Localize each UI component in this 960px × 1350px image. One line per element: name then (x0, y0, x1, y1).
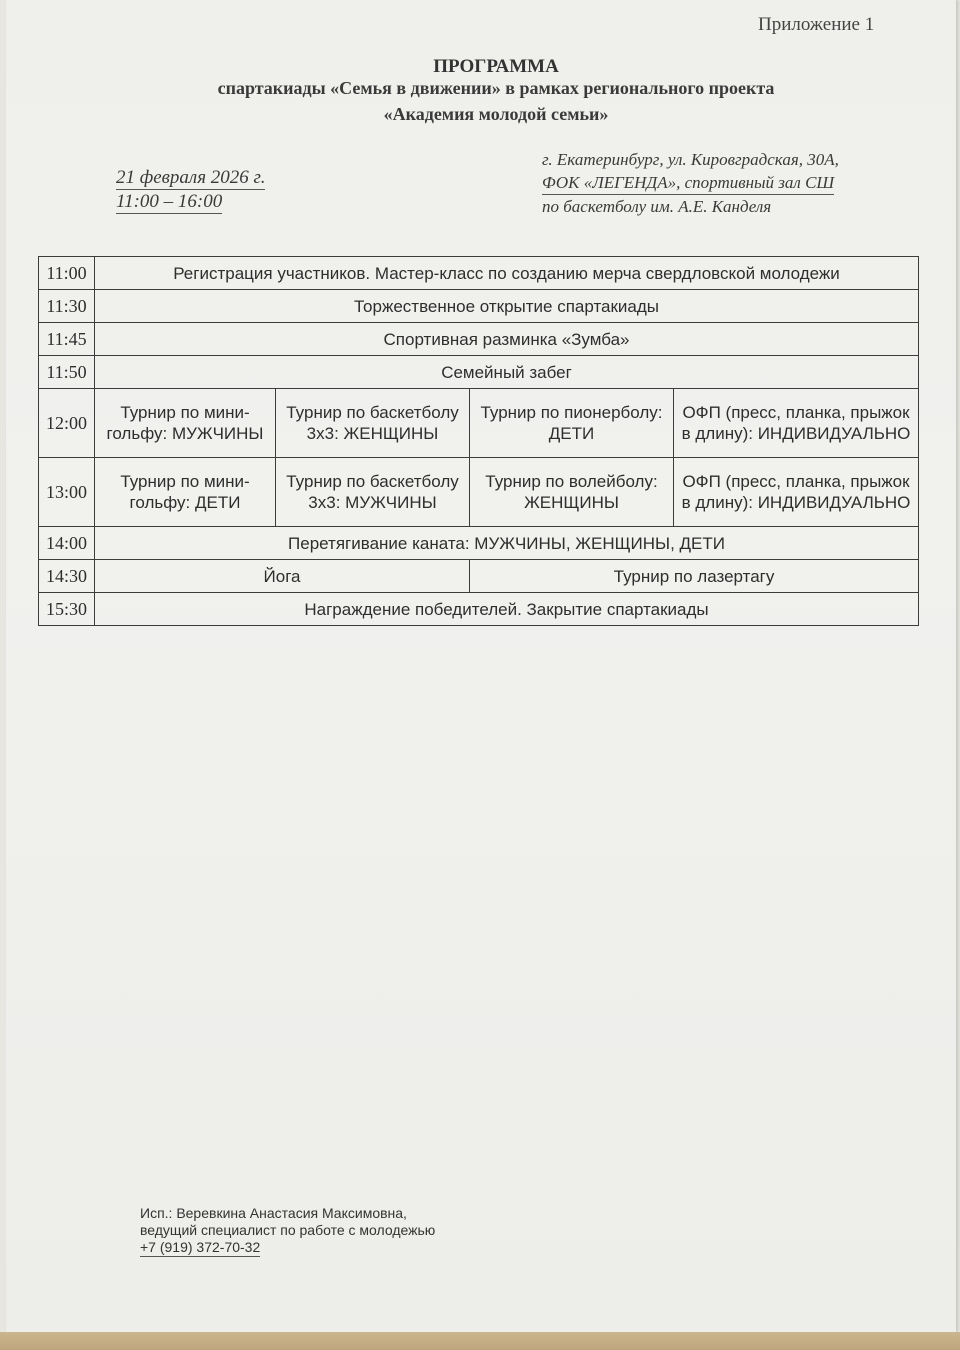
schedule-activity: Турнир по лазертагу (470, 560, 919, 593)
event-venue (542, 148, 902, 218)
executor-info (140, 1205, 435, 1257)
schedule-activity: Турнир по пионерболу: ДЕТИ (470, 389, 674, 458)
schedule-row (39, 560, 919, 593)
schedule-activity: Йога (95, 560, 470, 593)
schedule-activity: Турнир по волейболу: ЖЕНЩИНЫ (470, 458, 674, 527)
document-subtitle-line1: спартакиады «Семья в движении» в рамках регионального проекта (217, 78, 775, 98)
executor-position: ведущий специалист по работе с молодежью (140, 1222, 436, 1238)
schedule-row (39, 527, 919, 560)
schedule-time: 13:00 (39, 458, 95, 527)
schedule-activity: ОФП (пресс, планка, прыжок в длину): ИНДИВИДУАЛЬНО (674, 458, 919, 527)
executor-phone: +7 (919) 372-70-32 (140, 1239, 261, 1255)
schedule-row (39, 323, 919, 356)
schedule-time: 11:00 (39, 257, 95, 290)
document-title: ПРОГРАММА (433, 56, 559, 77)
document-subtitle-line2: «Академия молодой семьи» (383, 104, 609, 124)
schedule-row (39, 389, 919, 458)
schedule-activity: Спортивная разминка «Зумба» (95, 323, 919, 356)
schedule-time: 14:30 (39, 560, 95, 593)
document-page (6, 0, 956, 1332)
schedule-time: 15:30 (39, 593, 95, 626)
schedule-activity: Турнир по баскетболу 3x3: МУЖЧИНЫ (276, 458, 470, 527)
schedule-time: 11:50 (39, 356, 95, 389)
schedule-activity: Регистрация участников. Мастер-класс по созданию мерча свердловской молодежи (95, 257, 919, 290)
schedule-activity: ОФП (пресс, планка, прыжок в длину): ИНДИВИДУАЛЬНО (674, 389, 919, 458)
schedule-row (39, 356, 919, 389)
schedule-row (39, 458, 919, 527)
event-date-time (116, 166, 265, 214)
schedule-row (39, 257, 919, 290)
schedule-activity: Турнир по мини-гольфу: МУЖЧИНЫ (95, 389, 276, 458)
venue-line-1: г. Екатеринбург, ул. Кировградская, 30А, (542, 150, 839, 169)
event-date: 21 февраля 2026 г. (116, 167, 266, 188)
schedule-activity: Награждение победителей. Закрытие спартакиады (95, 593, 919, 626)
schedule-row (39, 593, 919, 626)
schedule-table (38, 256, 919, 626)
appendix-label: Приложение 1 (758, 14, 875, 35)
schedule-activity: Перетягивание каната: МУЖЧИНЫ, ЖЕНЩИНЫ, ДЕТИ (95, 527, 919, 560)
desk-surface (0, 1332, 960, 1350)
schedule-time: 11:45 (39, 323, 95, 356)
schedule-activity: Семейный забег (95, 356, 919, 389)
schedule-time: 14:00 (39, 527, 95, 560)
venue-line-3: по баскетболу им. А.Е. Канделя (542, 197, 772, 216)
executor-name: Исп.: Веревкина Анастасия Максимовна, (140, 1205, 407, 1221)
schedule-activity: Турнир по мини-гольфу: ДЕТИ (95, 458, 276, 527)
schedule-row (39, 290, 919, 323)
venue-line-2: ФОК «ЛЕГЕНДА», спортивный зал СШ (542, 171, 834, 195)
schedule-time: 12:00 (39, 389, 95, 458)
schedule-time: 11:30 (39, 290, 95, 323)
schedule-activity: Торжественное открытие спартакиады (95, 290, 919, 323)
event-time: 11:00 – 16:00 (116, 191, 223, 212)
schedule-activity: Турнир по баскетболу 3x3: ЖЕНЩИНЫ (276, 389, 470, 458)
